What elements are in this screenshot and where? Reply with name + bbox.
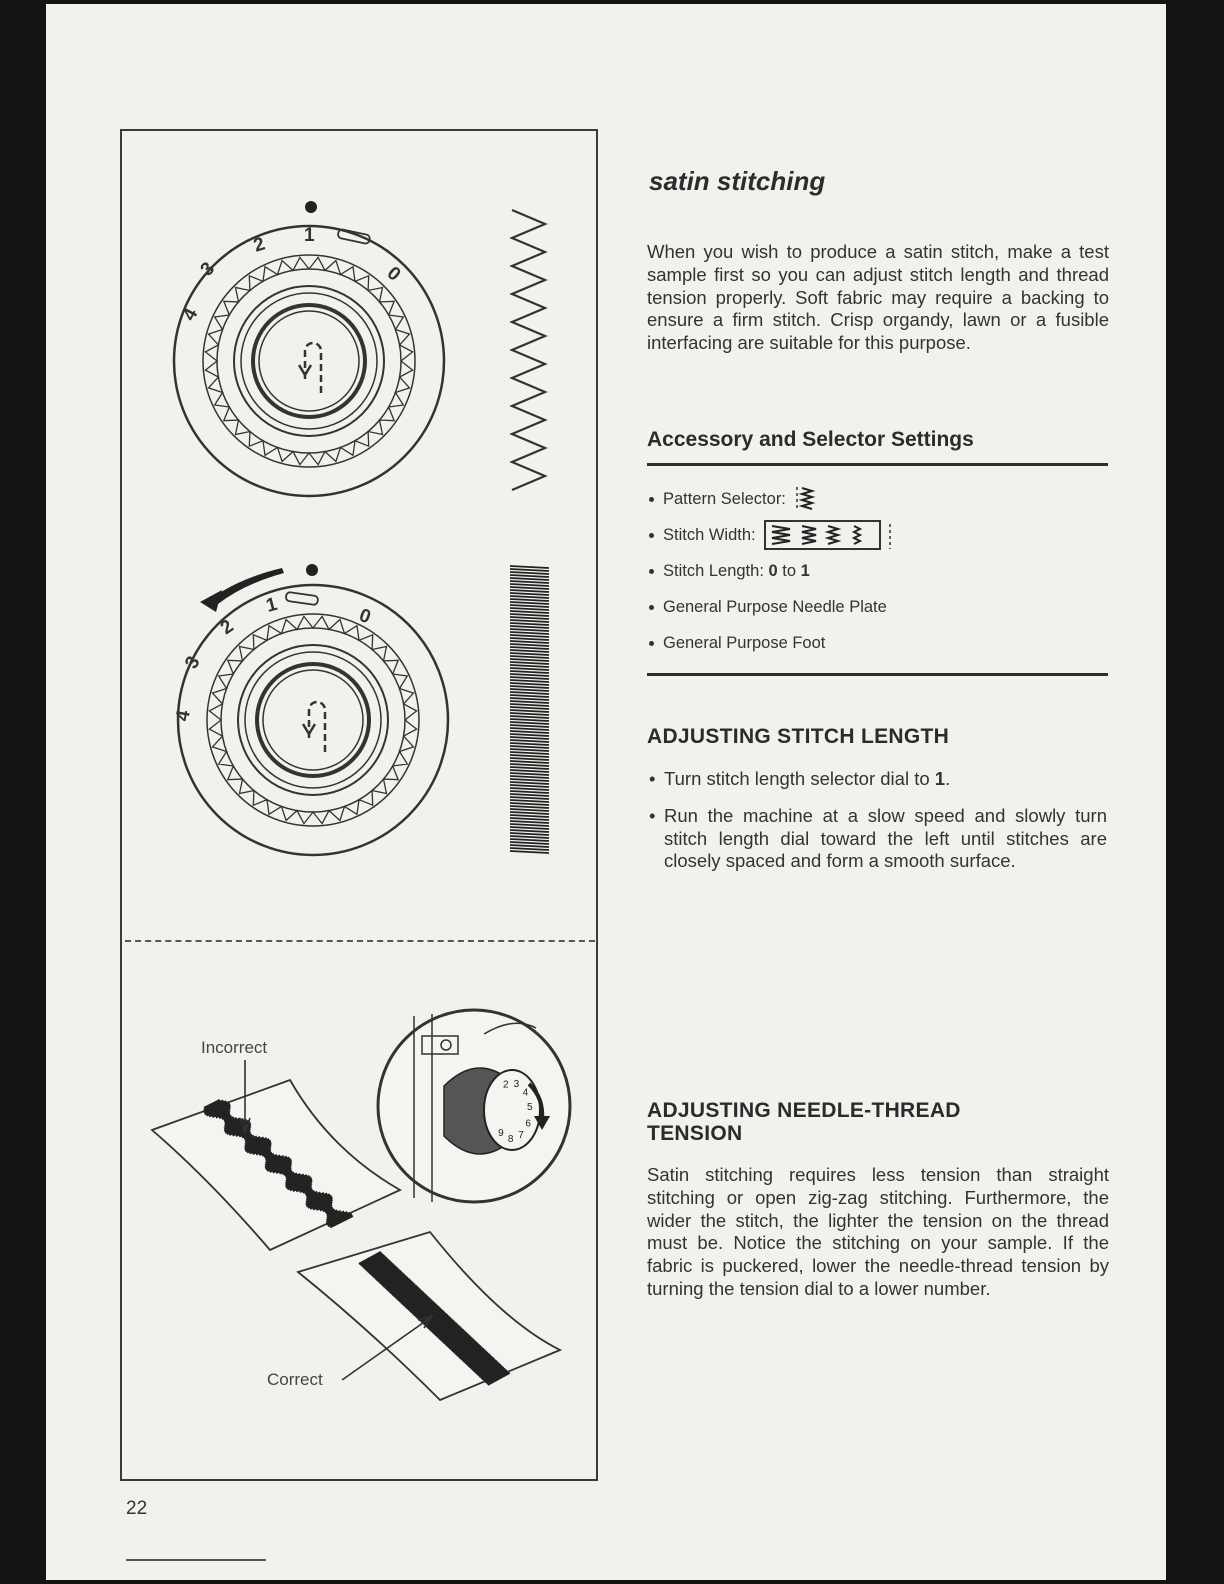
- satin-pattern-icon: [794, 485, 816, 513]
- tension-dial-number: 4: [522, 1087, 529, 1099]
- dial-number: 1: [263, 593, 280, 617]
- stitch-length-step-1: • Turn stitch length selector dial to 1.: [649, 768, 951, 789]
- tension-dial-number: 8: [507, 1133, 514, 1145]
- tension-heading-line1: ADJUSTING NEEDLE-THREAD: [647, 1099, 961, 1122]
- needle-plate-label: General Purpose Needle Plate: [663, 598, 887, 616]
- setting-pattern-selector: [649, 485, 816, 513]
- tension-dial-number: 6: [525, 1118, 531, 1130]
- page-number: 22: [126, 1498, 148, 1519]
- tension-dial-number: 3: [513, 1078, 520, 1090]
- setting-stitch-length: [649, 562, 810, 581]
- correct-label: Correct: [267, 1370, 323, 1389]
- page-title: satin stitching: [649, 166, 826, 196]
- tension-dial-number: 7: [518, 1130, 524, 1142]
- incorrect-label: Incorrect: [201, 1038, 268, 1057]
- dial-number: 0: [382, 262, 405, 286]
- tension-dial-number: 2: [503, 1079, 509, 1091]
- dial-number: 1: [304, 225, 315, 246]
- dial-number: 2: [216, 615, 238, 640]
- dial-number: 3: [196, 258, 220, 281]
- stitch-length-heading: ADJUSTING STITCH LENGTH: [647, 725, 950, 748]
- stitch-length-label: Stitch Length:: [663, 562, 764, 580]
- intro-paragraph: When you wish to produce a satin stitch, make a test sample first so you can adjust stitch length and thread tension properly. Soft fabric may require a backing to ensure a firm stitch. Crisp organdy, lawn or a fusible interfacing are suitable for this purpose.: [647, 241, 1109, 354]
- dial-number: 4: [172, 708, 195, 723]
- dial-number: 4: [178, 305, 203, 325]
- step1-value: 1: [934, 768, 946, 789]
- tension-heading-line2: TENSION: [647, 1122, 743, 1145]
- step1-suffix: .: [945, 768, 951, 789]
- bullet-dot: [649, 569, 654, 574]
- tension-dial-number: 5: [527, 1102, 533, 1114]
- settings-heading: Accessory and Selector Settings: [647, 428, 974, 451]
- dial-number: 3: [181, 652, 205, 673]
- foot-label: General Purpose Foot: [663, 634, 826, 652]
- bullet-dot: [649, 641, 654, 646]
- settings-top-rule: [647, 463, 1108, 466]
- stitch-length-from: 0: [768, 562, 778, 580]
- dial-number: 2: [251, 233, 268, 257]
- pattern-selector-label: Pattern Selector:: [663, 489, 786, 508]
- stitch-length-to: 1: [800, 562, 810, 580]
- setting-needle-plate: [649, 598, 887, 617]
- stitch-length-to-word: to: [782, 562, 797, 580]
- bullet-dot: [649, 605, 654, 610]
- settings-bottom-rule: [647, 673, 1108, 676]
- step1-text: Turn stitch length selector dial to: [664, 768, 930, 789]
- bullet-dot: [649, 497, 654, 502]
- dial-number: 0: [356, 604, 374, 629]
- bottom-line: [126, 1559, 266, 1561]
- tension-dial-number: 9: [498, 1128, 504, 1140]
- stitch-width-label: Stitch Width:: [663, 525, 756, 544]
- stitch-width-icon: [764, 519, 899, 551]
- stitch-length-step-2: • Run the machine at a slow speed and slowly turn stitch length dial toward the left until stitches are closely spaced and form a smooth surface.: [649, 805, 1107, 871]
- setting-foot: [649, 634, 825, 653]
- setting-stitch-width: [649, 519, 899, 551]
- bullet-dot: [649, 533, 654, 538]
- step2-text: Run the machine at a slow speed and slowly turn stitch length dial toward the left until stitches are closely spaced and form a smooth surface.: [664, 805, 1107, 871]
- tension-paragraph: Satin stitching requires less tension than straight stitching or open zig-zag stitching. Furthermore, the wider the stitch, the lighter the tension on the thread must be. Notice the stitching on your sample. If the fabric is puckered, lower the needle-thread tension by turning the tension dial to a lower number.: [647, 1164, 1109, 1299]
